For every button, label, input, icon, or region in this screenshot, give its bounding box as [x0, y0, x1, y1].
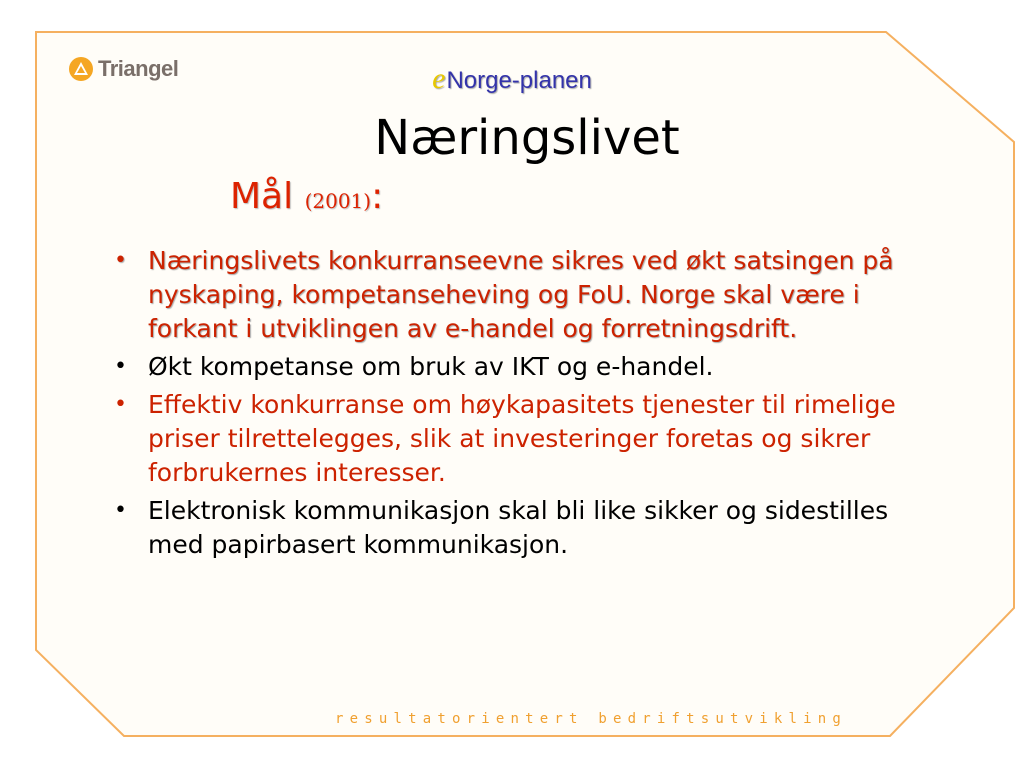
list-item — [110, 350, 950, 384]
footer-tagline: resultatorientert bedriftsutvikling — [335, 711, 848, 727]
bullet-text: Økt kompetanse om bruk av IKT og e-handel. — [148, 352, 714, 381]
bullet-icon: • — [114, 392, 127, 417]
plan-subtitle — [0, 62, 1024, 96]
subtitle-text: Norge-planen — [446, 67, 592, 94]
bullet-icon: • — [114, 248, 127, 273]
bullet-icon: • — [114, 354, 127, 379]
bullet-text: Elektronisk kommunikasjon skal bli like sikker og sidestilles med papirbasert kommunikasjon. — [148, 496, 889, 559]
list-item — [110, 244, 950, 346]
subtitle-e: e — [432, 62, 446, 95]
bullet-icon: • — [114, 498, 127, 523]
goals-label: Mål — [230, 176, 294, 217]
list-item — [110, 494, 950, 562]
goals-heading — [230, 176, 383, 217]
goals-list — [110, 244, 950, 566]
goals-colon: : — [371, 176, 384, 217]
logo-text: Triangel — [98, 56, 179, 81]
list-item — [110, 388, 950, 490]
bullet-text: Effektiv konkurranse om høykapasitets tjenester til rimelige priser tilrettelegges, slik at investeringer foretas og sikrer forbrukernes interesser. — [148, 390, 896, 487]
goals-year: (2001) — [304, 189, 372, 213]
page-title: Næringslivet — [374, 110, 680, 166]
bullet-text: Næringslivets konkurranseevne sikres ved økt satsingen på nyskaping, kompetanseheving og FoU. Norge skal være i forkant i utviklingen av e-handel og forretningsdrift. — [148, 246, 894, 343]
